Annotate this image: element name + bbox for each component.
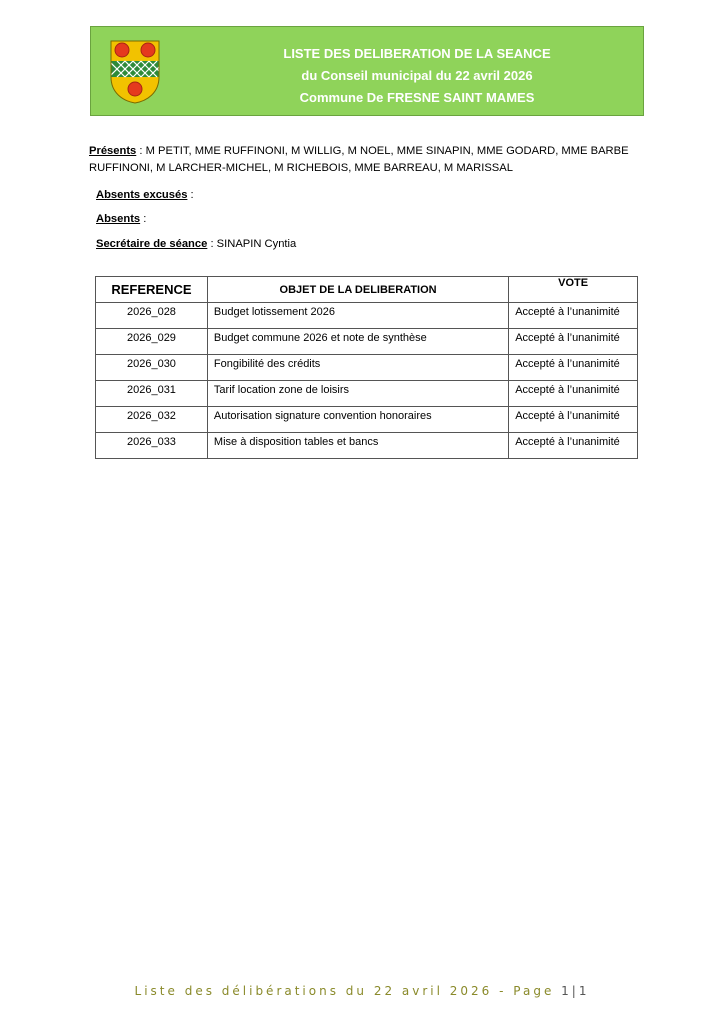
footer-page-number: 1|1 (561, 984, 590, 998)
header-vote: VOTE (509, 277, 638, 303)
header-title-block (191, 43, 643, 109)
absents-paragraph (96, 211, 656, 228)
page-footer (0, 984, 724, 998)
absents-excuses-label: Absents excusés (96, 189, 188, 201)
header-objet: OBJET DE LA DELIBERATION (207, 277, 508, 303)
cell-vote: Accepté à l’unanimité (509, 303, 638, 329)
presents-paragraph (89, 143, 649, 177)
header-title: LISTE DES DELIBERATION DE LA SEANCE (283, 46, 551, 61)
secretaire-label: Secrétaire de séance (96, 238, 208, 250)
cell-vote: Accepté à l’unanimité (509, 433, 638, 459)
absents-excuses-paragraph (96, 187, 656, 204)
deliberations-table (95, 276, 638, 459)
absents-excuses-value: : (187, 189, 194, 201)
table-row (96, 381, 638, 407)
cell-reference: 2026_030 (96, 355, 208, 381)
cell-reference: 2026_031 (96, 381, 208, 407)
header-banner (90, 26, 644, 116)
presents-value: : M PETIT, MME RUFFINONI, M WILLIG, M NOEL, MME SINAPIN, MME GODARD, MME BARBE RUFFINONI, M LARCHER-MICHEL, M RICHEBOIS, MME BARREAU, M MARISSAL (89, 145, 629, 174)
cell-vote: Accepté à l’unanimité (509, 381, 638, 407)
cell-vote: Accepté à l’unanimité (509, 355, 638, 381)
footer-text: Liste des délibérations du 22 avril 2026 - Page (134, 984, 562, 998)
cell-objet: Budget commune 2026 et note de synthèse (207, 329, 508, 355)
table-header-row (96, 277, 638, 303)
cell-reference: 2026_032 (96, 407, 208, 433)
secretaire-paragraph (96, 236, 656, 253)
table-row (96, 329, 638, 355)
cell-objet: Tarif location zone de loisirs (207, 381, 508, 407)
cell-reference: 2026_028 (96, 303, 208, 329)
cell-objet: Fongibilité des crédits (207, 355, 508, 381)
coat-of-arms-icon (109, 39, 161, 105)
cell-objet: Mise à disposition tables et bancs (207, 433, 508, 459)
header-subtitle: du Conseil municipal du 22 avril 2026 (301, 68, 533, 83)
cell-objet: Budget lotissement 2026 (207, 303, 508, 329)
cell-reference: 2026_029 (96, 329, 208, 355)
header-commune: Commune De FRESNE SAINT MAMES (299, 90, 535, 105)
cell-reference: 2026_033 (96, 433, 208, 459)
absents-value: : (140, 213, 147, 225)
cell-vote: Accepté à l’unanimité (509, 407, 638, 433)
table-row (96, 303, 638, 329)
presents-label: Présents (89, 145, 137, 157)
cell-objet: Autorisation signature convention honoraires (207, 407, 508, 433)
table-row (96, 407, 638, 433)
cell-vote: Accepté à l’unanimité (509, 329, 638, 355)
table-row (96, 433, 638, 459)
secretaire-value: : SINAPIN Cyntia (207, 238, 297, 250)
header-reference: REFERENCE (96, 277, 208, 303)
table-row (96, 355, 638, 381)
absents-label: Absents (96, 213, 141, 225)
